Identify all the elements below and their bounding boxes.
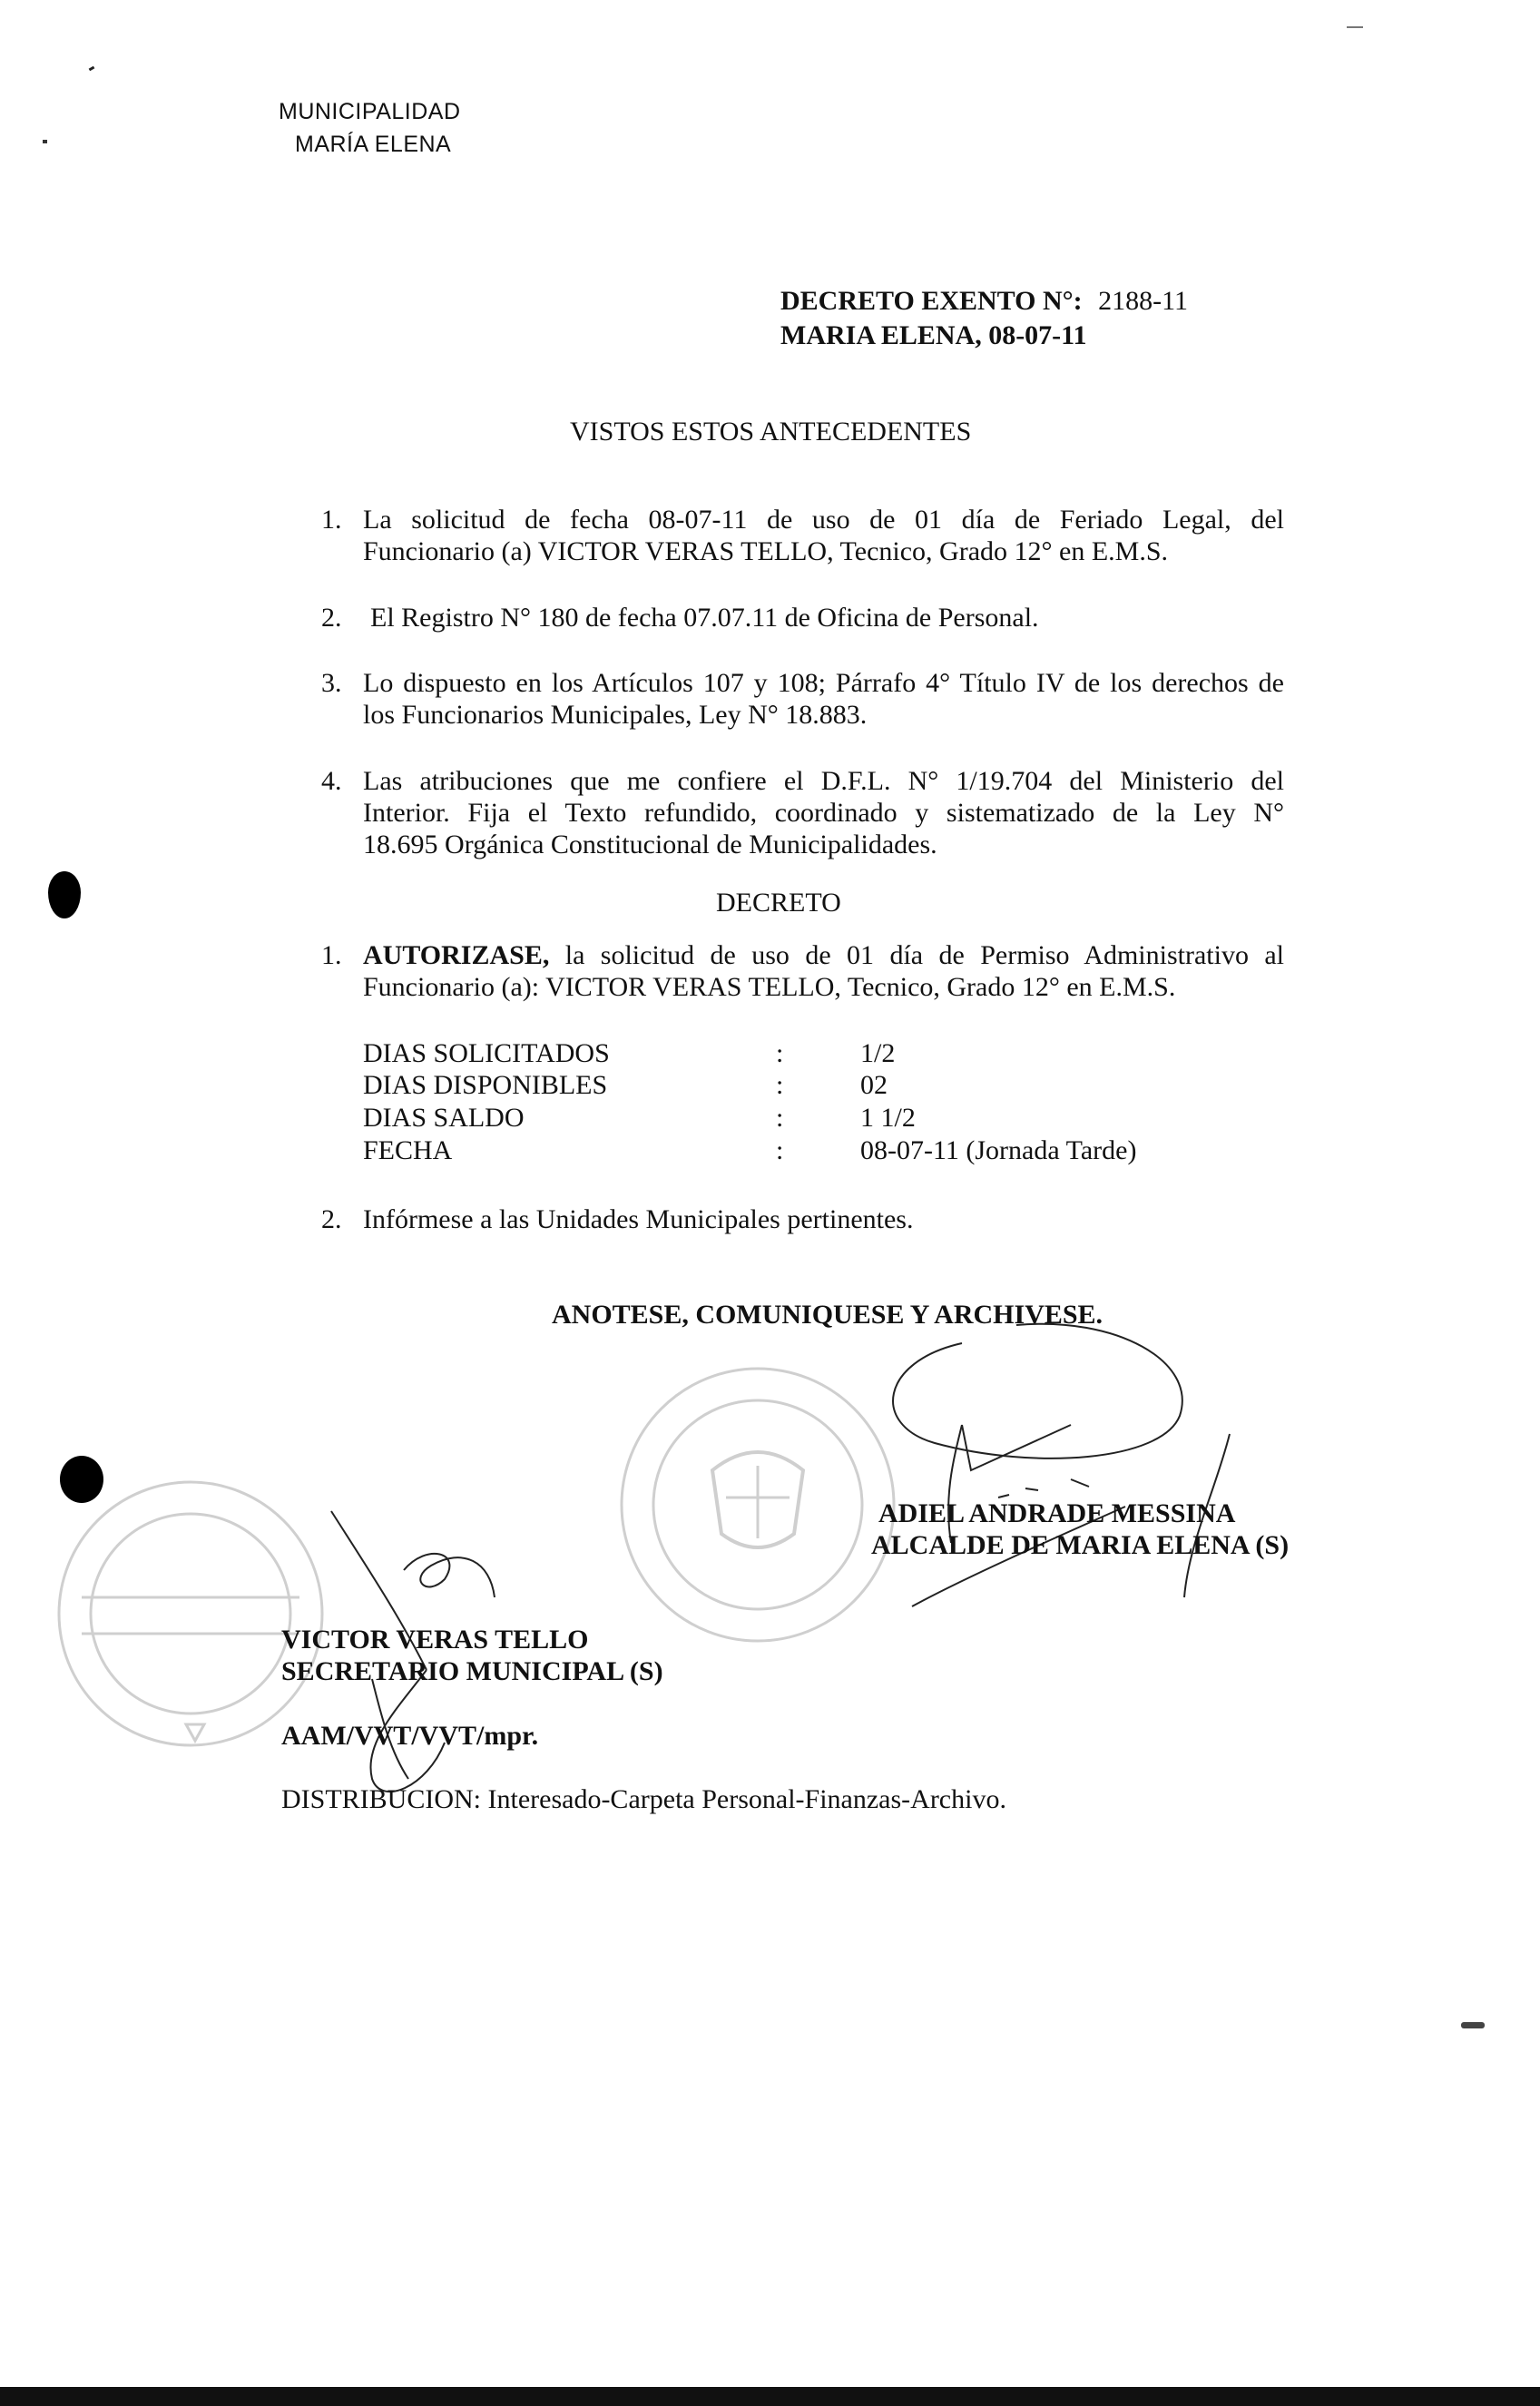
detail-value: 1 1/2	[860, 1103, 916, 1133]
vistos-item-1-number: 1.	[321, 505, 342, 535]
vistos-item-3-line-2: los Funcionarios Municipales, Ley N° 18.883.	[363, 700, 868, 730]
vistos-item-4-line-3: 18.695 Orgánica Constitucional de Municipalidades.	[363, 830, 937, 859]
decreto-item-2-text: Infórmese a las Unidades Municipales pertinentes.	[363, 1204, 914, 1234]
decree-number-label: DECRETO EXENTO N°:	[780, 286, 1083, 316]
initials: AAM/VVT/VVT/mpr.	[281, 1721, 539, 1751]
detail-label: DIAS SOLICITADOS	[363, 1038, 610, 1068]
distribution: DISTRIBUCION: Interesado-Carpeta Personal-Finanzas-Archivo.	[281, 1784, 1006, 1814]
vistos-item-3-line-1: Lo dispuesto en los Artículos 107 y 108; Párrafo 4° Título IV de los derechos de	[363, 668, 1284, 698]
mayor-stamp	[622, 1369, 894, 1641]
decreto-item-1-number: 1.	[321, 940, 342, 970]
vistos-item-3-number: 3.	[321, 668, 342, 698]
mayor-signature	[893, 1324, 1230, 1606]
decree-number-value: 2188-11	[1098, 286, 1189, 316]
secretary-title: SECRETARIO MUNICIPAL (S)	[281, 1656, 663, 1686]
secretary-name: VICTOR VERAS TELLO	[281, 1625, 589, 1655]
detail-value: 02	[860, 1070, 888, 1100]
vistos-item-1-line-2: Funcionario (a) VICTOR VERAS TELLO, Tecnico, Grado 12° en E.M.S.	[363, 536, 1169, 566]
decreto-authorize-lead: AUTORIZASE,	[363, 940, 550, 970]
decreto-item-1-line-1-rest: la solicitud de uso de 01 día de Permiso Administrativo al	[564, 940, 1284, 970]
vistos-item-4-number: 4.	[321, 766, 342, 796]
secretary-stamp	[59, 1482, 322, 1745]
vistos-item-4-line-2: Interior. Fija el Texto refundido, coordinado y sistematizado de la Ley N°	[363, 798, 1284, 828]
vistos-title: VISTOS ESTOS ANTECEDENTES	[570, 417, 972, 447]
detail-colon: :	[776, 1038, 784, 1068]
mayor-title: ALCALDE DE MARIA ELENA (S)	[871, 1530, 1290, 1560]
detail-colon: :	[776, 1103, 784, 1133]
decree-place-date: MARIA ELENA, 08-07-11	[780, 320, 1087, 350]
decreto-title: DECRETO	[716, 888, 841, 918]
vistos-item-2-number: 2.	[321, 603, 342, 633]
vistos-item-4-line-1: Las atribuciones que me confiere el D.F.L. N° 1/19.704 del Ministerio del	[363, 766, 1284, 796]
detail-value: 1/2	[860, 1038, 896, 1068]
decreto-item-1-line-2: Funcionario (a): VICTOR VERAS TELLO, Tecnico, Grado 12° en E.M.S.	[363, 972, 1176, 1002]
detail-label: DIAS DISPONIBLES	[363, 1070, 608, 1100]
vistos-item-2-line-1: El Registro N° 180 de fecha 07.07.11 de Oficina de Personal.	[370, 603, 1039, 633]
decreto-item-2-number: 2.	[321, 1204, 342, 1234]
scan-bottom-border	[0, 2387, 1540, 2406]
closing-formula: ANOTESE, COMUNIQUESE Y ARCHIVESE.	[552, 1300, 1104, 1330]
detail-label: DIAS SALDO	[363, 1103, 525, 1133]
detail-colon: :	[776, 1070, 784, 1100]
detail-label: FECHA	[363, 1135, 453, 1165]
detail-colon: :	[776, 1135, 784, 1165]
detail-value: 08-07-11 (Jornada Tarde)	[860, 1135, 1137, 1165]
municipality-city: MARÍA ELENA	[295, 132, 452, 157]
mayor-name: ADIEL ANDRADE MESSINA	[878, 1498, 1236, 1528]
municipality-name: MUNICIPALIDAD	[279, 99, 461, 124]
vistos-item-1-line-1: La solicitud de fecha 08-07-11 de uso de 01 día de Feriado Legal, del	[363, 505, 1284, 535]
